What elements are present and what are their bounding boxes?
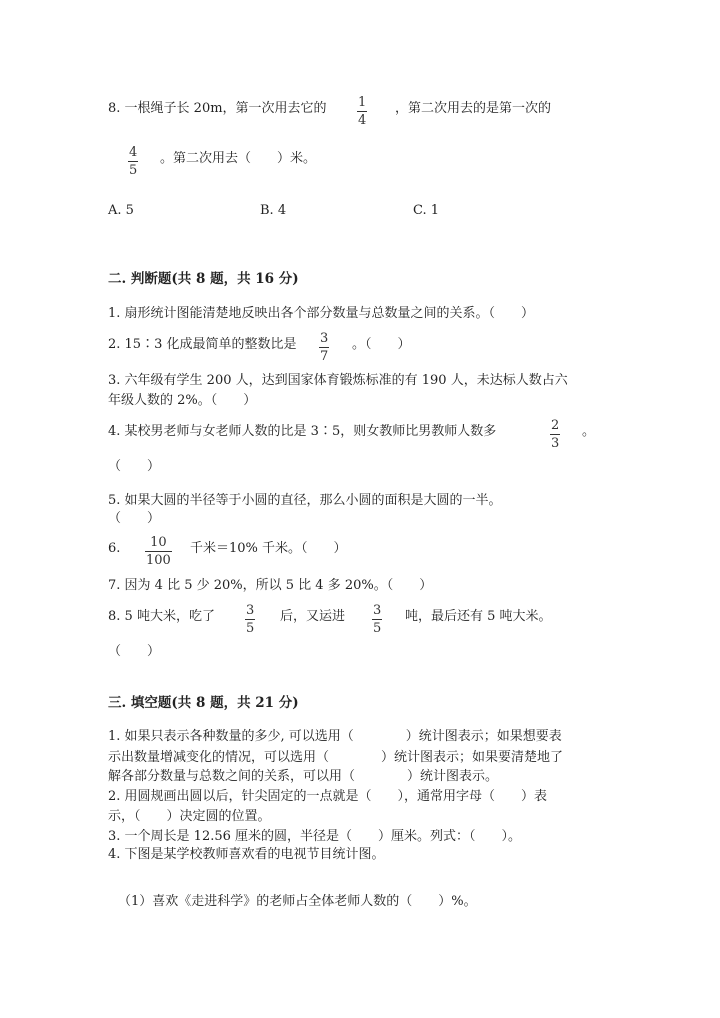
s2-q6-text-a: 6. <box>108 541 121 556</box>
fraction-bar <box>145 551 172 552</box>
fraction-numerator: 3 <box>320 331 329 346</box>
s3-q2-line-1: 2. 用圆规画出圆以后，针尖固定的一点就是（ ），通常用字母（ ）表 <box>108 789 548 804</box>
fraction-bar <box>357 111 367 112</box>
fraction-denominator: 7 <box>320 349 329 364</box>
q8-text-a: 8. 一根绳子长 20m，第一次用去它的 <box>108 101 327 116</box>
s2-q5-line-2: （ ） <box>108 511 161 526</box>
fraction-numerator: 1 <box>358 95 367 110</box>
fraction-bar <box>245 619 255 620</box>
s2-q4-blank: （ ） <box>108 459 161 474</box>
s2-q8-text-c: 吨，最后还有 5 吨大米。 <box>405 609 552 624</box>
s2-q6-text-b: 千米＝10% 千米。（ ） <box>190 541 347 556</box>
s3-q1-line-2: 示出数量增减变化的情况，可以选用（ ）统计图表示；如果要清楚地了 <box>108 750 564 765</box>
q8-fraction-1 <box>357 95 367 128</box>
s2-q8-fraction-1 <box>245 603 255 636</box>
fraction-numerator: 3 <box>373 603 382 618</box>
q8-option-b[interactable]: B. 4 <box>260 203 287 218</box>
s2-q5-line-1: 5. 如果大圆的半径等于小圆的直径，那么小圆的面积是大圆的一半。 <box>108 493 502 508</box>
s2-q8-fraction-2 <box>372 603 382 636</box>
s2-q2-text-b: 。（ ） <box>352 337 411 352</box>
s2-q3-line-2: 年级人数的 2%。（ ） <box>108 393 257 408</box>
s2-q2-fraction <box>319 331 329 364</box>
fraction-denominator: 100 <box>146 553 171 568</box>
s3-q2-line-2: 示，（ ）决定圆的位置。 <box>108 809 271 824</box>
fraction-denominator: 5 <box>129 163 138 178</box>
s2-q1: 1. 扇形统计图能清楚地反映出各个部分数量与总数量之间的关系。（ ） <box>108 306 535 321</box>
fraction-denominator: 5 <box>373 621 382 636</box>
fraction-numerator: 10 <box>150 535 167 550</box>
fraction-numerator: 3 <box>246 603 255 618</box>
fraction-bar <box>319 347 329 348</box>
s2-q8-blank: （ ） <box>108 644 161 659</box>
fraction-bar <box>128 161 138 162</box>
q8-option-c[interactable]: C. 1 <box>413 203 440 218</box>
fraction-bar <box>372 619 382 620</box>
s2-q4-fraction <box>550 418 560 451</box>
s2-q8-text-b: 后，又运进 <box>280 609 346 624</box>
fraction-numerator: 4 <box>129 145 138 160</box>
s2-q3-line-1: 3. 六年级有学生 200 人，达到国家体育锻炼标准的有 190 人，未达标人数占六 <box>108 373 568 388</box>
s3-q4-sub-1: （1）喜欢《走进科学》的老师占全体老师人数的（ ）%。 <box>118 894 477 909</box>
s3-q4: 4. 下图是某学校教师喜欢看的电视节目统计图。 <box>108 847 385 862</box>
s2-q2-text-a: 2. 15∶3 化成最简单的整数比是 <box>108 337 297 352</box>
q8-fraction-2 <box>128 145 138 178</box>
s2-q4-text-b: 。 <box>582 424 596 439</box>
section-2-title: 二. 判断题(共 8 题，共 16 分) <box>108 271 299 287</box>
section-3-title: 三. 填空题(共 8 题，共 21 分) <box>108 695 299 711</box>
q8-text-c: 。第二次用去（ ）米。 <box>160 151 317 166</box>
q8-option-a[interactable]: A. 5 <box>108 203 134 218</box>
s2-q8-text-a: 8. 5 吨大米，吃了 <box>108 609 215 624</box>
fraction-numerator: 2 <box>551 418 560 433</box>
fraction-denominator: 4 <box>358 113 367 128</box>
fraction-denominator: 3 <box>551 436 560 451</box>
s2-q4-text-a: 4. 某校男老师与女老师人数的比是 3∶5，则女教师比男教师人数多 <box>108 424 497 439</box>
s2-q7: 7. 因为 4 比 5 少 20%，所以 5 比 4 多 20%。（ ） <box>108 578 433 593</box>
fraction-bar <box>550 434 560 435</box>
s3-q1-line-1: 1. 如果只表示各种数量的多少, 可以选用（ ）统计图表示；如果想要表 <box>108 729 562 744</box>
s2-q6-fraction <box>145 535 172 568</box>
s3-q3: 3. 一个周长是 12.56 厘米的圆，半径是（ ）厘米。列式：（ ）。 <box>108 829 522 844</box>
fraction-denominator: 5 <box>246 621 255 636</box>
s3-q1-line-3: 解各部分数量与总数之间的关系，可以用（ ）统计图表示。 <box>108 769 499 784</box>
q8-text-b: ，第二次用去的是第一次的 <box>395 101 552 116</box>
